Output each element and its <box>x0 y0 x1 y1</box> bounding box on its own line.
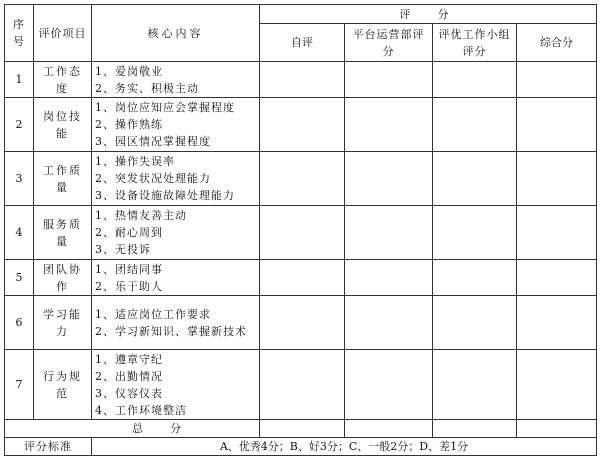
self-score-cell[interactable] <box>260 350 345 420</box>
header-platform: 平台运营部评分 <box>345 24 433 62</box>
table-row <box>5 62 597 98</box>
header-self: 自评 <box>260 24 345 62</box>
total-review-team-cell[interactable] <box>433 420 517 438</box>
platform-score-cell[interactable] <box>345 152 433 206</box>
platform-score-cell[interactable] <box>345 62 433 98</box>
standard-row <box>5 438 597 456</box>
core-content-line: 1、适应岗位工作要求 <box>95 307 211 321</box>
row-number: 4 <box>5 206 34 260</box>
core-content-line: 1、团结同事 <box>95 262 163 276</box>
header-review-team: 评优工作小组评分 <box>433 24 517 62</box>
table-row <box>5 260 597 296</box>
standard-text: A、优秀4分；B、好3分；C、一般2分；D、差1分 <box>92 438 597 456</box>
overall-score-cell[interactable] <box>517 350 597 420</box>
table-row <box>5 296 597 350</box>
core-content-line: 2、学习新知识、掌握新技术 <box>95 324 247 338</box>
core-content-line: 3、园区情况掌握程度 <box>95 135 211 148</box>
platform-score-cell[interactable] <box>345 206 433 260</box>
review-team-score-cell[interactable] <box>433 350 517 420</box>
core-content-line: 3、仪容仪表 <box>95 386 163 400</box>
platform-score-cell[interactable] <box>345 296 433 350</box>
core-content-cell <box>92 350 260 420</box>
table-row <box>5 152 597 206</box>
self-score-cell[interactable] <box>260 152 345 206</box>
core-content-line: 4、工作环境整洁 <box>95 403 187 417</box>
self-score-cell[interactable] <box>260 206 345 260</box>
evaluation-item-name: 学习能力 <box>34 296 92 350</box>
table-row <box>5 206 597 260</box>
self-score-cell[interactable] <box>260 62 345 98</box>
overall-score-cell[interactable] <box>517 62 597 98</box>
evaluation-table <box>4 4 597 456</box>
review-team-score-cell[interactable] <box>433 62 517 98</box>
evaluation-item-name: 服务质量 <box>34 206 92 260</box>
core-content-line: 2、突发状况处理能力 <box>95 172 211 185</box>
core-content-cell <box>92 62 260 98</box>
overall-score-cell[interactable] <box>517 152 597 206</box>
total-row <box>5 420 597 438</box>
core-content-cell <box>92 260 260 296</box>
row-number: 5 <box>5 260 34 296</box>
header-overall: 综合分 <box>517 24 597 62</box>
total-label: 总 分 <box>5 420 260 438</box>
overall-score-cell[interactable] <box>517 98 597 152</box>
evaluation-item-name: 工作态度 <box>34 62 92 98</box>
platform-score-cell[interactable] <box>345 350 433 420</box>
row-number: 2 <box>5 98 34 152</box>
core-content-line: 3、无投诉 <box>95 243 151 256</box>
header-seq: 序号 <box>5 5 34 62</box>
evaluation-item-name: 团队协作 <box>34 260 92 296</box>
overall-score-cell[interactable] <box>517 296 597 350</box>
core-content-cell <box>92 152 260 206</box>
overall-score-cell[interactable] <box>517 206 597 260</box>
total-self-cell[interactable] <box>260 420 345 438</box>
core-content-line: 3、设备设施故障处理能力 <box>95 189 235 202</box>
row-number: 6 <box>5 296 34 350</box>
total-overall-cell[interactable] <box>517 420 597 438</box>
header-item: 评价项目 <box>34 5 92 62</box>
platform-score-cell[interactable] <box>345 98 433 152</box>
core-content-line: 1、爱岗敬业 <box>95 64 163 78</box>
evaluation-item-name: 工作质量 <box>34 152 92 206</box>
self-score-cell[interactable] <box>260 296 345 350</box>
total-platform-cell[interactable] <box>345 420 433 438</box>
platform-score-cell[interactable] <box>345 260 433 296</box>
header-content: 核心内容 <box>92 5 260 62</box>
row-number: 7 <box>5 350 34 420</box>
table-row <box>5 98 597 152</box>
standard-label: 评分标准 <box>5 438 92 456</box>
core-content-line: 1、遵章守纪 <box>95 352 163 366</box>
evaluation-item-name: 行为规范 <box>34 350 92 420</box>
review-team-score-cell[interactable] <box>433 296 517 350</box>
self-score-cell[interactable] <box>260 98 345 152</box>
core-content-line: 2、务实、积极主动 <box>95 81 199 95</box>
core-content-line: 2、乐于助人 <box>95 279 163 293</box>
review-team-score-cell[interactable] <box>433 98 517 152</box>
core-content-cell <box>92 296 260 350</box>
core-content-line: 2、耐心周到 <box>95 226 163 239</box>
core-content-cell <box>92 206 260 260</box>
row-number: 3 <box>5 152 34 206</box>
core-content-cell <box>92 98 260 152</box>
self-score-cell[interactable] <box>260 260 345 296</box>
overall-score-cell[interactable] <box>517 260 597 296</box>
evaluation-item-name: 岗位技能 <box>34 98 92 152</box>
table-row <box>5 350 597 420</box>
review-team-score-cell[interactable] <box>433 152 517 206</box>
header-row-1 <box>5 5 597 24</box>
review-team-score-cell[interactable] <box>433 206 517 260</box>
review-team-score-cell[interactable] <box>433 260 517 296</box>
core-content-line: 2、出勤情况 <box>95 369 163 383</box>
core-content-line: 1、操作失误率 <box>95 155 175 168</box>
row-number: 1 <box>5 62 34 98</box>
core-content-line: 1、岗位应知应会掌握程度 <box>95 101 235 114</box>
core-content-line: 2、操作熟练 <box>95 118 163 131</box>
core-content-line: 1、热情友善主动 <box>95 209 187 222</box>
header-score-group: 评 分 <box>260 5 597 24</box>
